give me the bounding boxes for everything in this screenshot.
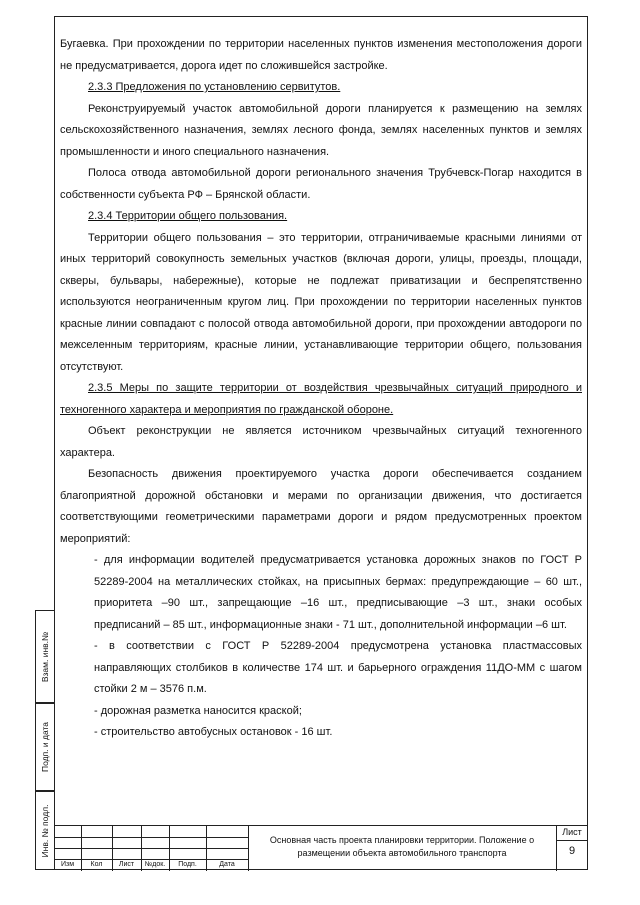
- list-item: - в соответствии с ГОСТ Р 52289-2004 предусмотрена установка пластмассовых направляющих столбиков в количестве 174 шт. и барьерного ограждения 11ДО-ММ с шагом стойки 2 м – 3576 п.м.: [94, 640, 582, 695]
- paragraph: Бугаевка. При прохождении по территории населенных пунктов изменения местоположения дороги не предусматривается, дорога идет по сложившейся застройке.: [60, 38, 582, 72]
- header-kol: Кол: [90, 861, 103, 868]
- header-podp: Подп.: [178, 861, 197, 868]
- section-heading: 2.3.5 Меры по защите территории от воздействия чрезвычайных ситуаций природного и техногенного характера и мероприятия по гражданской обороне.: [60, 382, 582, 416]
- list-item: - дорожная разметка наносится краской;: [94, 704, 302, 717]
- document-title: Основная часть проекта планировки территории. Положение о размещении объекта автомобильного транспорта: [269, 835, 535, 858]
- document-body: [60, 34, 582, 744]
- sheet-number: 9: [568, 845, 576, 857]
- list-item: - строительство автобусных остановок - 16 шт.: [94, 726, 333, 738]
- paragraph: Объект реконструкции не является источником чрезвычайных ситуаций техногенного характера.: [60, 425, 582, 459]
- side-stamp-inv: Инв. № подл.: [35, 791, 54, 870]
- paragraph: Территории общего пользования – это территории, отграничиваемые красными линиями от иных территорий совокупность земельных участков (включая дороги, улицы, проезды, площади, скверы, бульвары, набережные), которые не подлежат приватизации и беспрепятственно используются неограниченным кругом лиц. При прохождении по территории населенных пунктов красные линии совпадают с полосой отвода автомобильной дороги, при прохождении автодороги по межселенным территориям, красные линии, устанавливающие территории общего, пользования отсутствуют.: [60, 231, 582, 373]
- header-ndok: №док.: [144, 861, 166, 868]
- divider: [54, 848, 248, 849]
- measures-list: [60, 550, 582, 744]
- list-item: - для информации водителей предусматривается установка дорожных знаков по ГОСТ Р 52289-2004 на металлических стойках, на присыпных бермах: предупреждающие – 60 шт., приоритета –90 шт., запрещающие –16 шт., предписывающие –3 шт., знаки особых предписаний – 85 шт., информационные знаки - 71 шт., дополнительной информации –6 шт.: [94, 554, 582, 631]
- paragraph: Реконструируемый участок автомобильной дороги планируется к размещению на землях сельскохозяйственного назначения, землях лесного фонда, землях населенных пунктов и землях промышленности и иного специального назначения.: [60, 102, 582, 158]
- header-izm: Изм: [60, 861, 75, 868]
- paragraph: Полоса отвода автомобильной дороги регионального значения Трубчевск-Погар находится в собственности субъекта РФ – Брянской области.: [60, 167, 582, 201]
- header-list: Лист: [118, 861, 135, 868]
- side-stamp-podp: Подп. и дата: [35, 703, 54, 791]
- title-block: [54, 825, 588, 871]
- paragraph: Безопасность движения проектируемого участка дороги обеспечивается созданием благоприятной дорожной обстановки и мерами по организации движения, что достигается соответствующими геометрическими параметрами дороги и рядом предусмотренных проектом мероприятий:: [60, 468, 582, 545]
- section-heading: 2.3.4 Территории общего пользования.: [88, 210, 288, 222]
- side-stamp-vzam: Взам. инв.№: [35, 610, 54, 703]
- section-heading: 2.3.3 Предложения по установлению сервитутов.: [88, 81, 341, 93]
- header-data: Дата: [219, 861, 235, 868]
- divider: [54, 837, 248, 838]
- divider: [556, 840, 588, 841]
- sheet-label: Лист: [562, 827, 582, 837]
